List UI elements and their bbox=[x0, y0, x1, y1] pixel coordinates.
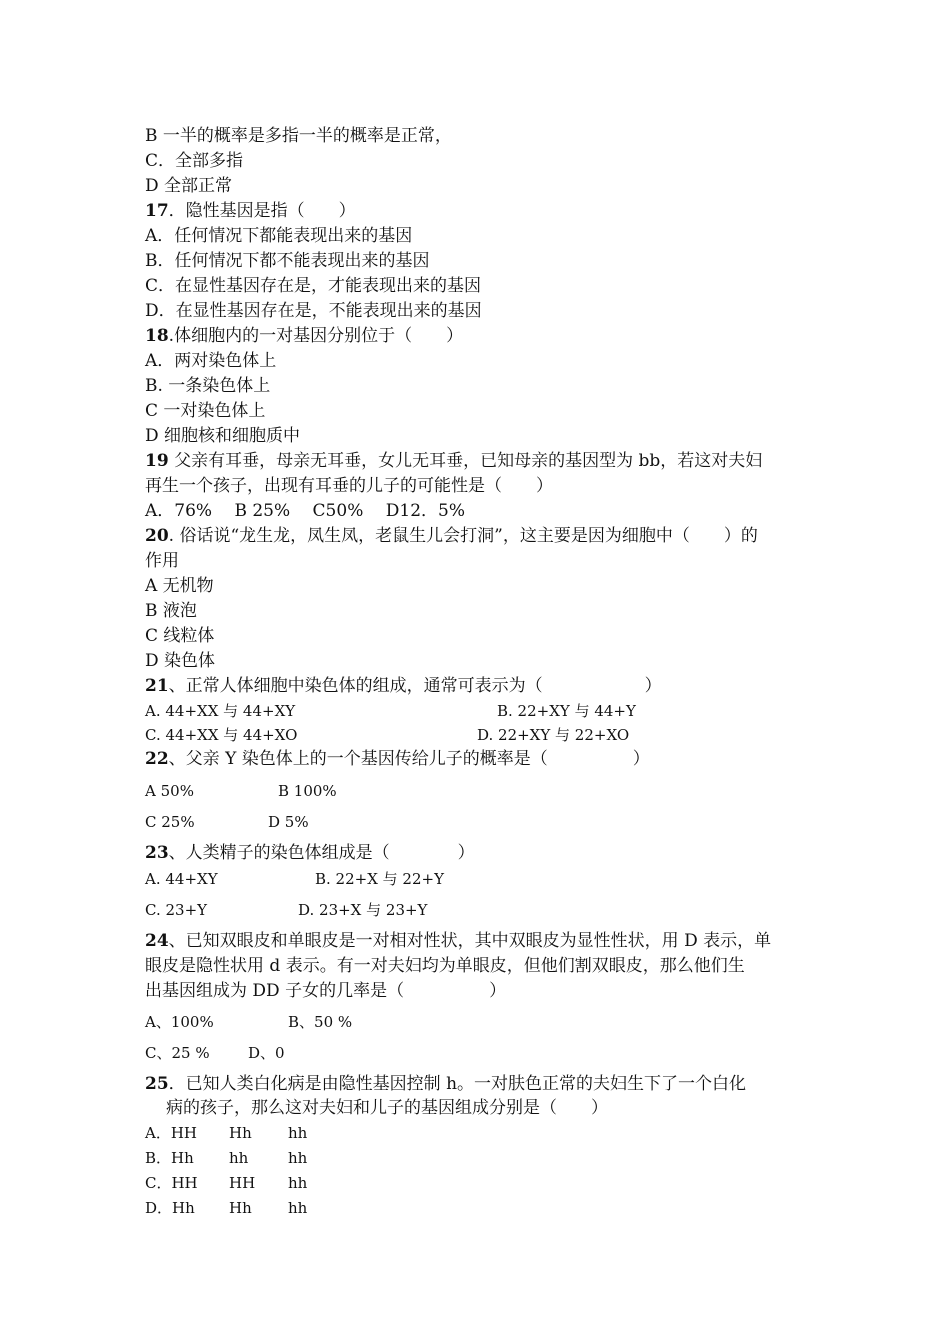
q24-option-d: D、0 bbox=[248, 1044, 285, 1062]
q18-option-d: D 细胞核和细胞质中 bbox=[145, 426, 301, 446]
question-17 bbox=[145, 199, 815, 223]
q25-c-col2: HH bbox=[229, 1174, 256, 1192]
q24-option-b: B、50 % bbox=[288, 1013, 353, 1031]
q23-option-b: B. 22+X 与 22+Y bbox=[315, 870, 444, 888]
q24-option-c: C、25 % bbox=[145, 1044, 210, 1062]
question-number: 24 bbox=[145, 931, 169, 951]
q17-option-b: B．任何情况下都不能表现出来的基因 bbox=[145, 251, 430, 271]
q25-d-col2: Hh bbox=[229, 1199, 252, 1217]
q17-option-d: D．在显性基因存在是，不能表现出来的基因 bbox=[145, 301, 482, 321]
question-24-cont1: 眼皮是隐性状用 d 表示。有一对夫妇均为单眼皮，但他们割双眼皮，那么他们生 bbox=[145, 956, 745, 976]
q25-c-col3: hh bbox=[288, 1174, 308, 1192]
q25-d-col3: hh bbox=[288, 1199, 308, 1217]
q21-option-a: A. 44+XX 与 44+XY bbox=[145, 702, 296, 720]
q20-option-c: C 线粒体 bbox=[145, 626, 215, 646]
question-25 bbox=[145, 1072, 815, 1096]
question-19-cont: 再生一个孩子，出现有耳垂的儿子的可能性是（ ） bbox=[145, 476, 553, 496]
question-number: 25 bbox=[145, 1074, 169, 1094]
question-number: 20 bbox=[145, 526, 169, 546]
q20-option-b: B 液泡 bbox=[145, 601, 197, 621]
q23-option-d: D. 23+X 与 23+Y bbox=[298, 901, 428, 919]
question-22 bbox=[145, 747, 815, 771]
question-21 bbox=[145, 674, 815, 698]
question-text: .体细胞内的一对基因分别位于（ ） bbox=[168, 326, 464, 346]
q17-option-c: C．在显性基因存在是，才能表现出来的基因 bbox=[145, 276, 482, 296]
question-number: 23 bbox=[145, 843, 169, 863]
q23-option-a: A. 44+XY bbox=[145, 870, 218, 888]
question-25-cont: 病的孩子，那么这对夫妇和儿子的基因组成分别是（ ） bbox=[166, 1098, 608, 1118]
question-text: . 俗话说“龙生龙，凤生凤，老鼠生儿会打洞”，这主要是因为细胞中（ ）的 bbox=[168, 526, 758, 546]
q16-option-d: D 全部正常 bbox=[145, 176, 233, 196]
q21-option-c: C. 44+XX 与 44+XO bbox=[145, 726, 298, 744]
q25-b-col2: hh bbox=[229, 1149, 249, 1167]
question-number: 17 bbox=[145, 201, 169, 221]
q22-option-d: D 5% bbox=[268, 813, 309, 831]
q18-option-c: C 一对染色体上 bbox=[145, 401, 266, 421]
question-20-cont: 作用 bbox=[145, 551, 179, 571]
q25-a-col1: A．HH bbox=[145, 1124, 197, 1142]
q17-option-a: A．任何情况下都能表现出来的基因 bbox=[145, 226, 413, 246]
q25-b-col1: B．Hh bbox=[145, 1149, 194, 1167]
question-text: ．隐性基因是指（ ） bbox=[168, 201, 356, 221]
q25-a-col2: Hh bbox=[229, 1124, 252, 1142]
q22-option-a: A 50% bbox=[145, 782, 194, 800]
question-text: ．已知人类白化病是由隐性基因控制 h。一对肤色正常的夫妇生下了一个白化 bbox=[168, 1074, 747, 1094]
question-number: 19 bbox=[145, 451, 169, 471]
q20-option-d: D 染色体 bbox=[145, 651, 216, 671]
question-number: 21 bbox=[145, 676, 169, 696]
q19-options: A．76% B 25% C50% D12．5% bbox=[145, 501, 465, 521]
q22-option-b: B 100% bbox=[278, 782, 337, 800]
question-number: 18 bbox=[145, 326, 169, 346]
q16-option-c: C．全部多指 bbox=[145, 151, 244, 171]
question-text: 父亲有耳垂，母亲无耳垂，女儿无耳垂，已知母亲的基因型为 bb，若这对夫妇 bbox=[168, 451, 763, 471]
question-text: 、父亲 Y 染色体上的一个基因传给儿子的概率是（ ） bbox=[168, 749, 650, 769]
q25-a-col3: hh bbox=[288, 1124, 308, 1142]
q25-b-col3: hh bbox=[288, 1149, 308, 1167]
question-text: 、已知双眼皮和单眼皮是一对相对性状，其中双眼皮为显性性状，用 D 表示，单 bbox=[168, 931, 772, 951]
question-18 bbox=[145, 324, 815, 348]
question-number: 22 bbox=[145, 749, 169, 769]
q23-option-c: C. 23+Y bbox=[145, 901, 208, 919]
q21-option-b: B. 22+XY 与 44+Y bbox=[497, 702, 636, 720]
q24-option-a: A、100% bbox=[145, 1013, 214, 1031]
q22-option-c: C 25% bbox=[145, 813, 195, 831]
q25-d-col1: D．Hh bbox=[145, 1199, 195, 1217]
question-23 bbox=[145, 841, 815, 865]
q18-option-b: B. 一条染色体上 bbox=[145, 376, 271, 396]
q20-option-a: A 无机物 bbox=[145, 576, 214, 596]
q21-option-d: D. 22+XY 与 22+XO bbox=[477, 726, 630, 744]
question-19 bbox=[145, 449, 815, 473]
q16-option-b: B 一半的概率是多指一半的概率是正常， bbox=[145, 126, 452, 146]
q18-option-a: A．两对染色体上 bbox=[145, 351, 277, 371]
question-24 bbox=[145, 929, 815, 953]
question-24-cont2: 出基因组成为 DD 子女的几率是（ ） bbox=[145, 981, 507, 1001]
q25-c-col1: C．HH bbox=[145, 1174, 198, 1192]
question-text: 、人类精子的染色体组成是（ ） bbox=[168, 843, 475, 863]
question-20 bbox=[145, 524, 815, 548]
question-text: 、正常人体细胞中染色体的组成，通常可表示为（ ） bbox=[168, 676, 662, 696]
